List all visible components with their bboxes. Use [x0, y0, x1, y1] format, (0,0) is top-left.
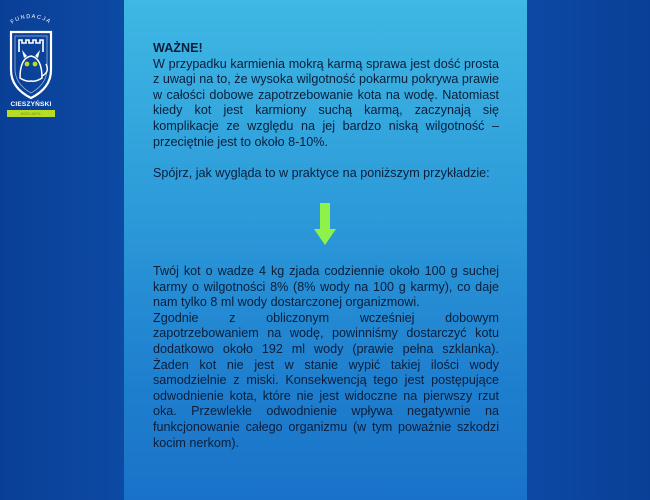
svg-text:FUNDACJA: [10, 14, 52, 26]
example-intro-section: [153, 166, 499, 182]
paragraph-example-intro: Spójrz, jak wygląda to w praktyce na poniższym przykładzie:: [153, 166, 490, 180]
paragraph-consequences: Zgodnie z obliczonym wcześniej dobowym zapotrzebowaniem na wodę, powinniśmy dostarczyć kotu dodatkowo około 192 ml wody (prawie pełna szklanka). Żaden kot nie jest w stanie wypić takiej ilości wody samodzielnie z miski. Konsekwencją tego jest postępujące odwodnienie kota, które nie jest widoczne na pierwszy rzut oka. Przewlekłe odwodnienie wpływa negatywnie na funkcjonowanie całego organizmu (w tym poważnie szkodzi kocim nerkom).: [153, 310, 499, 450]
foundation-logo: [2, 14, 60, 122]
heading: WAŻNE!: [153, 41, 203, 55]
paragraph-wet-dry-food: W przypadku karmienia mokrą karmą sprawa jest dość prosta z uwagi na to, że wysoka wilgotność pokarmu pokrywa prawie w całości dobowe zapotrzebowanie kota na wodę. Natomiast kiedy kot jest karmiony suchą karmą, zaczynają się komplikacje ze względu na jej bardzo niską wilgotność – przeciętnie jest to około 8-10%.: [153, 56, 499, 149]
shield-icon: [6, 26, 56, 106]
example-section: [153, 264, 499, 451]
logo-name: CIESZYŃSKI: [10, 101, 52, 108]
logo-arc-label: FUNDACJA: [9, 14, 53, 26]
logo-strip: KOCI AZYL: [7, 110, 55, 117]
intro-section: [153, 41, 499, 150]
arrow-down-icon: [314, 203, 336, 245]
paragraph-example: Twój kot o wadze 4 kg zjada codziennie około 100 g suchej karmy o wilgotności 8% (8% wody na 100 g karmy), co daje nam tylko 8 ml wody dostarczonej organizmowi.: [153, 264, 499, 310]
content-panel: [124, 0, 527, 500]
